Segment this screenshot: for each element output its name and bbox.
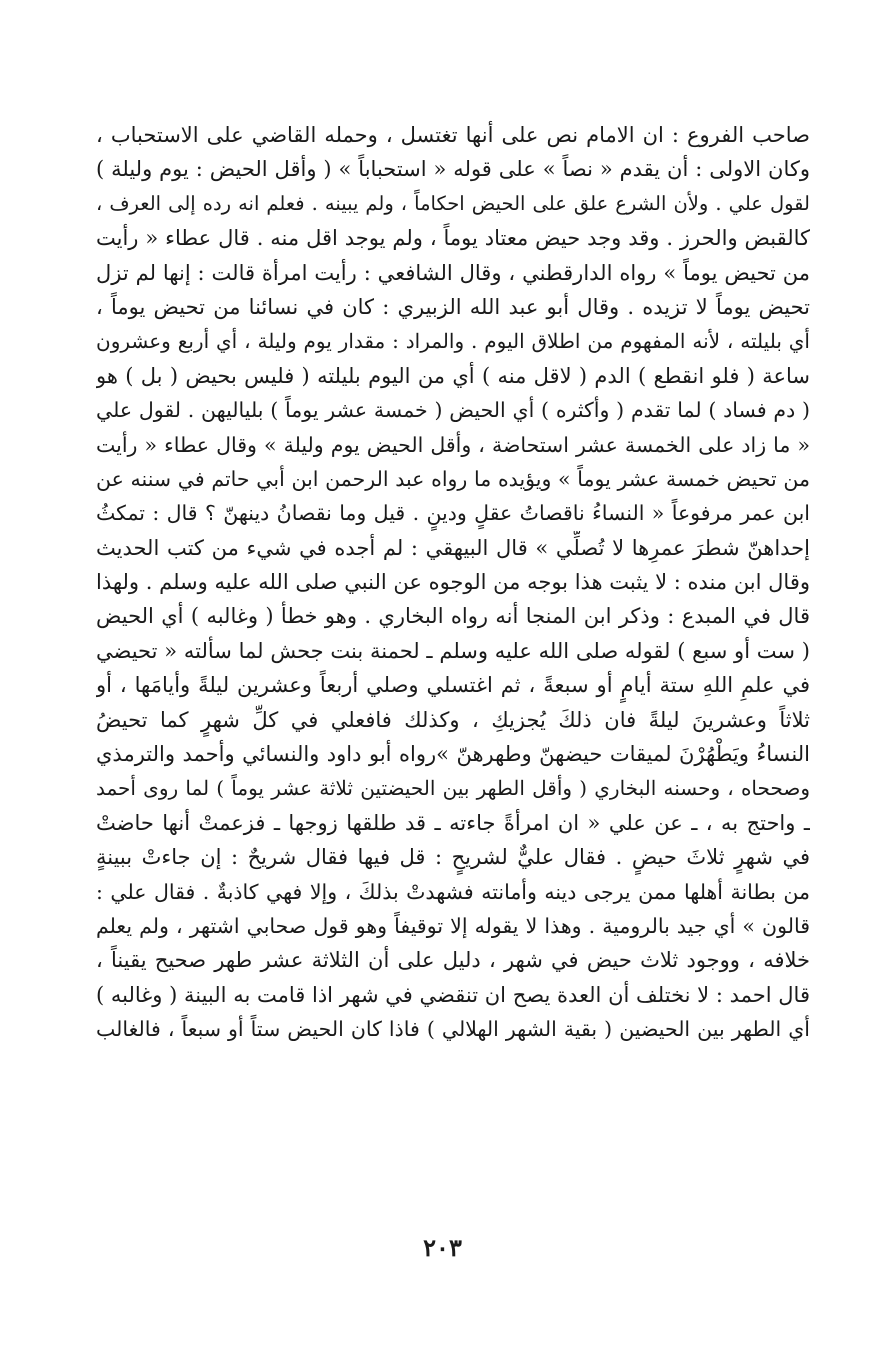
text-line: وصححاه ، وحسنه البخاري ( وأقل الطهر بين الحيضتين ثلاثة عشر يوماً ) لما روى أحمد xyxy=(96,776,810,801)
text-line: ـ واحتج به ، ـ عن علي « ان امرأةً جاءته ـ قد طلقها زوجها ـ فزعمتْ أنها حاضتْ xyxy=(96,810,810,835)
text-line: من تحيض يوماً » رواه الدارقطني ، وقال الشافعي : رأيت امرأة قالت : إنها لم تزل xyxy=(96,260,810,285)
text-line: قالون » أي جيد بالرومية . وهذا لا يقوله إلا توقيفاً وهو قول صحابي اشتهر ، ولم يعلم xyxy=(96,913,810,938)
text-line: وكان الاولى : أن يقدم « نصاً » على قوله « استحباباً » ( وأقل الحيض : يوم وليلة ) xyxy=(96,157,810,182)
text-line: ساعة ( فلو انقطع ) الدم ( لاقل منه ) أي من اليوم بليلته ( فليس بحيض ( بل ) هو xyxy=(96,363,810,388)
body-text xyxy=(96,118,810,1047)
text-line: ابن عمر مرفوعاً « النساءُ ناقصاتُ عقلٍ ودينٍ . قيل وما نقصانُ دينهنّ ؟ قال : تمكثُ xyxy=(96,501,810,526)
text-line: في شهرٍ ثلاثَ حيضٍ . فقال عليٌّ لشريحٍ : قل فيها فقال شريحٌ : إن جاءتْ ببينةٍ xyxy=(96,845,810,870)
text-line: قال في المبدع : وذكر ابن المنجا أنه رواه البخاري . وهو خطأ ( وغالبه ) أي الحيض xyxy=(96,604,810,629)
text-line: ثلاثاً وعشرينَ ليلةً فان ذلكَ يُجزيكِ ، وكذلك فافعلي في كلِّ شهرٍ كما تحيضُ xyxy=(96,707,810,732)
page-number: ٢٠٣ xyxy=(423,1233,462,1262)
text-line: وقال ابن منده : لا يثبت هذا بوجه من الوجوه عن النبي صلى الله عليه وسلم . ولهذا xyxy=(96,570,810,595)
text-line: إحداهنّ شطرَ عمرِها لا تُصلِّي » قال البيهقي : لم أجده في شيء من كتب الحديث xyxy=(96,535,810,560)
text-line: لقول علي . ولأن الشرع علق على الحيض احكاماً ، ولم يبينه . فعلم انه رده إلى العرف ، xyxy=(96,191,810,215)
text-line: خلافه ، ووجود ثلاث حيض في شهر ، دليل على أن الثلاثة عشر طهر صحيح يقيناً ، xyxy=(96,948,810,973)
text-line: ( ست أو سبع ) لقوله صلى الله عليه وسلم ـ لحمنة بنت جحش لما سألته « تحيضي xyxy=(96,638,810,663)
text-line: أي بليلته ، لأنه المفهوم من اطلاق اليوم . والمراد : مقدار يوم وليلة ، أي أربع وعشرون xyxy=(96,329,810,354)
text-line: صاحب الفروع : ان الامام نص على أنها تغتسل ، وحمله القاضي على الاستحباب ، xyxy=(96,123,810,147)
text-line: من بطانة أهلها ممن يرجى دينه وأمانته فشهدتْ بذلكَ ، وإلا فهي كاذبةٌ . فقال علي : xyxy=(96,879,810,904)
text-line: تحيض يوماً لا تزيده . وقال أبو عبد الله الزبيري : كان في نسائنا من تحيض يوماً ، xyxy=(96,294,810,319)
text-line: من تحيض خمسة عشر يوماً » ويؤيده ما رواه عبد الرحمن ابن أبي حاتم في سننه عن xyxy=(96,466,810,491)
text-line: النساءُ ويَطْهُرْنَ لميقات حيضهنّ وطهرهنّ »رواه أبو داود والنسائي وأحمد والترمذي xyxy=(96,742,810,767)
text-line: كالقبض والحرز . وقد وجد حيض معتاد يوماً ، ولم يوجد اقل منه . قال عطاء « رأيت xyxy=(96,226,810,251)
text-line: ( دم فساد ) لما تقدم ( وأكثره ) أي الحيض ( خمسة عشر يوماً ) بلياليهن . لقول علي xyxy=(96,398,810,423)
text-line: في علمِ اللهِ ستة أيامٍ أو سبعةً ، ثم اغتسلي وصلي أربعاً وعشرين ليلةً وأيامَها ، أو xyxy=(96,673,810,698)
text-line: قال احمد : لا نختلف أن العدة يصح ان تنقضي في شهر اذا قامت به البينة ( وغالبه ) xyxy=(96,982,810,1007)
text-line: أي الطهر بين الحيضين ( بقية الشهر الهلالي ) فاذا كان الحيض ستاً أو سبعاً ، فالغالب xyxy=(96,1017,810,1042)
text-line: « ما زاد على الخمسة عشر استحاضة ، وأقل الحيض يوم وليلة » وقال عطاء « رأيت xyxy=(96,432,810,457)
